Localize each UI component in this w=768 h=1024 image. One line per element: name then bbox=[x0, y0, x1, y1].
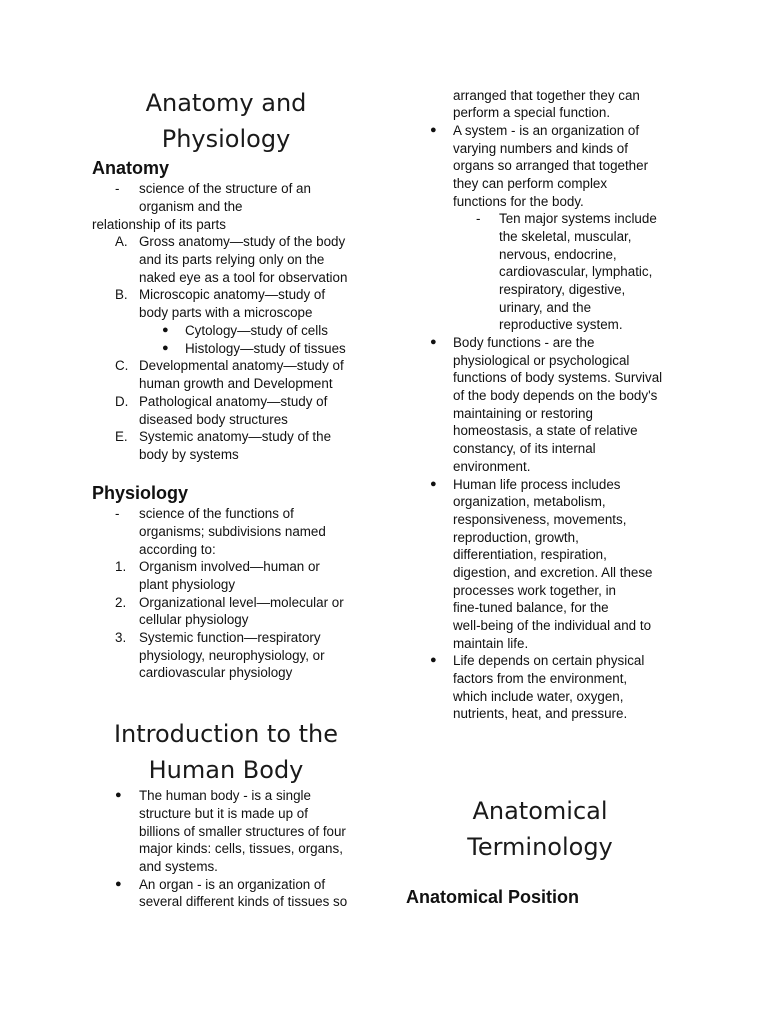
list-marker: E. bbox=[115, 429, 128, 444]
title-line: Anatomical bbox=[472, 797, 608, 825]
list-item-line: cellular physiology bbox=[139, 612, 249, 627]
sub-line: reproductive system. bbox=[499, 317, 623, 332]
bullet-line: physiological or psychological bbox=[453, 353, 630, 368]
physiology-def-line: organisms; subdivisions named bbox=[139, 524, 326, 539]
anatomy-def-line: relationship of its parts bbox=[92, 217, 226, 232]
sub-line: the skeletal, muscular, bbox=[499, 229, 632, 244]
physiology-def-line: science of the functions of bbox=[139, 506, 294, 521]
sub-line: cardiovascular, lymphatic, bbox=[499, 264, 653, 279]
bullet-line: reproduction, growth, bbox=[453, 530, 579, 545]
list-item-line: cardiovascular physiology bbox=[139, 665, 293, 680]
bullet-line: maintaining or restoring bbox=[453, 406, 593, 421]
bullet-line: processes work together, in bbox=[453, 583, 617, 598]
bullet-line: Human life process includes bbox=[453, 477, 621, 492]
bullet-line: A system - is an organization of bbox=[453, 123, 640, 138]
bullet-marker: ● bbox=[115, 789, 122, 801]
list-item-line: body by systems bbox=[139, 447, 239, 462]
bullet-marker: ● bbox=[115, 878, 122, 890]
list-marker: D. bbox=[115, 394, 129, 409]
list-item-line: Organism involved—human or bbox=[139, 559, 320, 574]
title-line: Introduction to the bbox=[113, 720, 339, 748]
list-item-line: Pathological anatomy—study of bbox=[139, 394, 328, 409]
bullet-line: organization, metabolism, bbox=[453, 494, 606, 509]
bullet-line: and systems. bbox=[139, 859, 218, 874]
bullet-line: which include water, oxygen, bbox=[453, 689, 624, 704]
bullet-line: major kinds: cells, tissues, organs, bbox=[139, 841, 343, 856]
list-marker: C. bbox=[115, 358, 129, 373]
bullet-line: environment. bbox=[453, 459, 531, 474]
physiology-def-line: according to: bbox=[139, 542, 216, 557]
anatomy-heading: Anatomy bbox=[92, 158, 170, 178]
bullet-line: organs so arranged that together bbox=[453, 158, 649, 173]
bullet-line: well-being of the individual and to bbox=[453, 618, 652, 633]
list-item-line: Organizational level—molecular or bbox=[139, 595, 344, 610]
bullet-line: of the body depends on the body's bbox=[453, 388, 658, 403]
bullet-line: varying numbers and kinds of bbox=[453, 141, 628, 156]
bullet-line: several different kinds of tissues so bbox=[139, 894, 348, 909]
title-line: Anatomy and bbox=[145, 89, 307, 117]
sub-line: respiratory, digestive, bbox=[499, 282, 626, 297]
bullet-line: homeostasis, a state of relative bbox=[453, 423, 638, 438]
section-title-anatomy-physiology bbox=[92, 85, 360, 157]
list-marker: 3. bbox=[115, 630, 127, 645]
title-line: Terminology bbox=[467, 833, 613, 861]
bullet-line: digestion, and excretion. All these bbox=[453, 565, 653, 580]
bullet-line: constancy, of its internal bbox=[453, 441, 596, 456]
list-item-line: body parts with a microscope bbox=[139, 305, 313, 320]
bullet-line: maintain life. bbox=[453, 636, 529, 651]
sub-line: urinary, and the bbox=[499, 300, 592, 315]
sub-line: Ten major systems include bbox=[499, 211, 657, 226]
bullet-line: structure but it is made up of bbox=[139, 806, 308, 821]
bullet-line: nutrients, heat, and pressure. bbox=[453, 706, 628, 721]
list-item-line: physiology, neurophysiology, or bbox=[139, 648, 325, 663]
list-item-line: Developmental anatomy—study of bbox=[139, 358, 344, 373]
list-item-line: Microscopic anatomy—study of bbox=[139, 287, 326, 302]
list-item-line: Systemic anatomy—study of the bbox=[139, 429, 332, 444]
list-item-line: Systemic function—respiratory bbox=[139, 630, 321, 645]
sub-line: nervous, endocrine, bbox=[499, 247, 617, 262]
dash-marker: - bbox=[476, 211, 481, 226]
dash-marker: - bbox=[115, 181, 120, 196]
list-marker: 1. bbox=[115, 559, 127, 574]
sub-bullet-text: Cytology—study of cells bbox=[185, 323, 328, 338]
list-marker: A. bbox=[115, 234, 128, 249]
physiology-heading: Physiology bbox=[92, 483, 189, 503]
bullet-line: Life depends on certain physical bbox=[453, 653, 645, 668]
anatomy-def-line: organism and the bbox=[139, 199, 243, 214]
continued-line: perform a special function. bbox=[453, 105, 611, 120]
bullet-line: they can perform complex bbox=[453, 176, 608, 191]
sub-bullet-text: Histology—study of tissues bbox=[185, 341, 346, 356]
anatomical-position-heading: Anatomical Position bbox=[406, 887, 580, 907]
bullet-line: responsiveness, movements, bbox=[453, 512, 627, 527]
bullet-line: factors from the environment, bbox=[453, 671, 628, 686]
bullet-marker: ● bbox=[430, 336, 437, 348]
list-item-line: naked eye as a tool for observation bbox=[139, 270, 348, 285]
bullet-line: functions for the body. bbox=[453, 194, 584, 209]
list-item-line: and its parts relying only on the bbox=[139, 252, 325, 267]
dash-marker: - bbox=[115, 506, 120, 521]
bullet-marker: ● bbox=[162, 324, 169, 336]
list-marker: 2. bbox=[115, 595, 127, 610]
bullet-line: billions of smaller structures of four bbox=[139, 824, 346, 839]
bullet-line: differentiation, respiration, bbox=[453, 547, 607, 562]
bullet-marker: ● bbox=[430, 124, 437, 136]
title-line: Physiology bbox=[161, 125, 291, 153]
list-marker: B. bbox=[115, 287, 128, 302]
bullet-line: An organ - is an organization of bbox=[139, 877, 326, 892]
bullet-line: Body functions - are the bbox=[453, 335, 595, 350]
list-item-line: plant physiology bbox=[139, 577, 236, 592]
list-item-line: Gross anatomy—study of the body bbox=[139, 234, 346, 249]
bullet-line: functions of body systems. Survival bbox=[453, 370, 663, 385]
list-item-line: human growth and Development bbox=[139, 376, 333, 391]
bullet-marker: ● bbox=[430, 478, 437, 490]
title-line: Human Body bbox=[148, 756, 304, 784]
section-title-anatomical-terminology bbox=[406, 793, 674, 865]
bullet-line: The human body - is a single bbox=[139, 788, 311, 803]
continued-line: arranged that together they can bbox=[453, 88, 640, 103]
bullet-line: fine-tuned balance, for the bbox=[453, 600, 609, 615]
bullet-marker: ● bbox=[162, 342, 169, 354]
anatomy-def-line: science of the structure of an bbox=[139, 181, 311, 196]
bullet-marker: ● bbox=[430, 654, 437, 666]
list-item-line: diseased body structures bbox=[139, 412, 288, 427]
section-title-introduction bbox=[92, 716, 360, 788]
